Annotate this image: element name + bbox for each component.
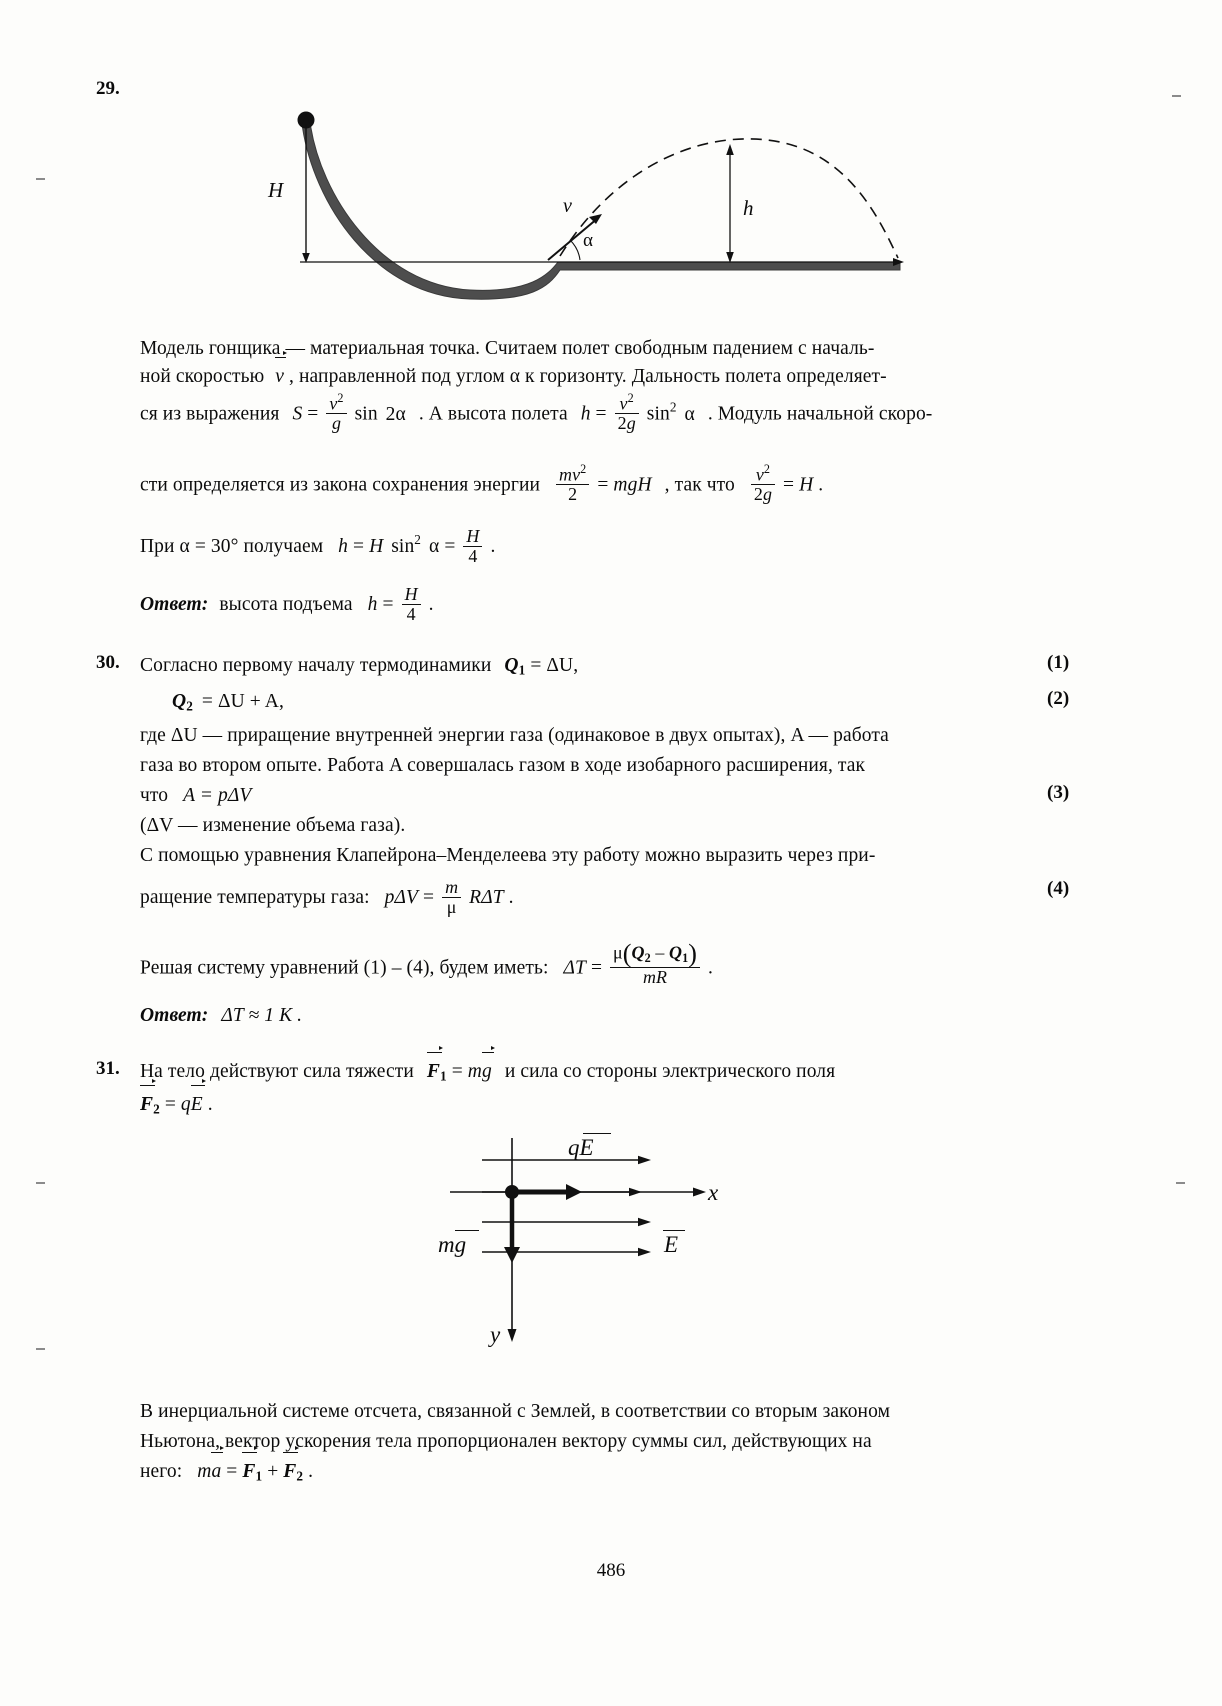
fraction-mv2-over-2: $\frac{mv^2}{2}$	[556, 463, 589, 504]
eq30-2-rhs: = ΔU + A,	[201, 691, 284, 712]
symbol-h: h	[367, 593, 378, 615]
period: .	[490, 535, 496, 557]
equals: =	[352, 535, 370, 557]
text: Модель гонщика — материальная точка. Считаем полет свободным падением с началь-	[140, 338, 875, 359]
figure-label-E-arrowbar	[663, 1230, 685, 1231]
problem-30-line-3	[140, 722, 1110, 750]
figure-label-h: h	[743, 196, 754, 220]
text: , так что	[664, 474, 735, 496]
figure-label-v: v	[563, 195, 572, 217]
eq30-3: A = pΔV	[183, 785, 252, 806]
problem-29-paragraph-line-2	[140, 363, 1120, 391]
vector-g: g	[482, 1058, 492, 1086]
answer-label: Ответ:	[140, 1005, 209, 1026]
equals: =	[590, 957, 608, 979]
text: , направленной под углом α к горизонту. Дальность полета определяет-	[289, 366, 887, 387]
answer-label: Ответ:	[140, 593, 209, 615]
text: что	[140, 785, 169, 806]
equals: =	[444, 535, 461, 557]
symbol-m: m	[467, 1061, 482, 1082]
text: ной скоростью	[140, 366, 265, 387]
fraction-H-over-4: $\frac{H}{4}$	[463, 527, 482, 566]
margin-mark-right-2	[1176, 1182, 1185, 1184]
arg-2alpha: 2α	[385, 403, 406, 425]
equals: =	[164, 1094, 181, 1115]
figure-label-E: E	[664, 1232, 679, 1257]
symbol-S: S	[292, 403, 303, 425]
problem-30-line-5	[140, 782, 1110, 810]
fraction-v2-over-2g: $\frac{v^2}{2g}$	[615, 392, 639, 433]
problem-29-energy-line	[140, 463, 1140, 504]
page-number: 486	[596, 1560, 626, 1581]
text: В инерциальной системе отсчета, связанной с Землей, в соответствии со вторым законом	[140, 1401, 891, 1422]
text: С помощью уравнения Клапейрона–Менделеева эту работу можно выразить через при-	[140, 845, 876, 866]
problem-29-substitution-line: При α = 30° получаем h = H $\sin^2 \alpha$ = $\frac{H}{4}$ .	[140, 526, 496, 566]
problem-30-answer-line	[140, 1002, 1110, 1030]
arg-alpha: α	[684, 403, 695, 425]
symbol-Q1: Q	[504, 655, 519, 676]
problem-30-line-1: Согласно первому началу термодинамики $Q_1 = \Delta U$,	[140, 655, 579, 678]
margin-mark-left-1	[36, 178, 45, 180]
text: . А высота полета	[418, 403, 568, 425]
text: Решая систему уравнений (1) – (4), будем иметь:	[140, 957, 549, 979]
text: ращение температуры газа:	[140, 886, 370, 908]
figure-label-mg-arrowbar	[455, 1230, 479, 1231]
text: газа во втором опыте. Работа A совершалась газом в ходе изобарного расширения, так	[140, 755, 866, 776]
text: сти определяется из закона сохранения энергии	[140, 474, 541, 496]
period: .	[428, 593, 434, 615]
problem-29-answer-line	[140, 585, 1140, 624]
figure-label-qE-arrowbar	[583, 1133, 611, 1134]
symbol-H: H	[799, 474, 814, 496]
problem-30-line-7	[140, 842, 1110, 870]
equation-number-2: (2)	[1047, 688, 1070, 709]
symbol-q: q	[180, 1094, 191, 1115]
fraction-v2-over-g: $\frac{v^2}{g}$	[326, 392, 346, 433]
period: .	[818, 474, 824, 496]
text: При α = 30° получаем	[140, 535, 324, 557]
symbol-m: m	[197, 1461, 212, 1482]
vector-F1-b: F	[242, 1458, 255, 1486]
problem-31-line-2: F $_2$ = qE .	[140, 1091, 1120, 1120]
equation-number-4: (4)	[1047, 878, 1070, 899]
period: .	[308, 1461, 314, 1482]
equals: =	[451, 1061, 468, 1082]
figure-label-x: x	[708, 1180, 719, 1205]
equals: =	[597, 474, 614, 496]
vector-v: v	[275, 363, 284, 391]
margin-mark-right-1	[1172, 95, 1181, 97]
figure-label-mg: mg	[438, 1232, 467, 1257]
problem-30-line-9	[140, 940, 1110, 987]
vector-F2-b: F	[283, 1458, 296, 1486]
text: ся из выражения	[140, 403, 280, 425]
text: (ΔV — изменение объема газа).	[140, 815, 406, 836]
symbol-h: h	[580, 403, 591, 425]
text: Ньютона, вектор ускорения тела пропорционален вектору суммы сил, действующих на	[140, 1431, 872, 1452]
fraction-m-over-mu: $\frac{m}{\mu}$	[442, 878, 461, 917]
text: На тело действуют сила тяжести	[140, 1061, 414, 1082]
text: где ΔU — приращение внутренней энергии газа (одинаковое в двух опытах), A — работа	[140, 725, 889, 746]
problem-30-line-8	[140, 878, 1110, 917]
problem-29-paragraph-line-1	[140, 335, 1100, 363]
period: .	[207, 1094, 213, 1115]
figure-label-H: H	[268, 178, 284, 202]
margin-mark-left-2	[36, 1182, 45, 1184]
problem-30-line-2: $Q_2 = \Delta U + A$,	[172, 691, 284, 714]
vector-F1: F	[427, 1058, 440, 1086]
vector-F2: F	[140, 1091, 153, 1119]
equation-number-1: (1)	[1047, 652, 1070, 673]
plus: +	[267, 1461, 284, 1482]
symbol-H: H	[369, 535, 384, 557]
text: и сила со стороны электрического поля	[504, 1061, 836, 1082]
eq30-1-rhs: = ΔU,	[530, 655, 579, 676]
symbol-Q2: Q	[172, 691, 187, 712]
text: Согласно первому началу термодинамики	[140, 655, 492, 676]
ramp-jump-figure	[268, 100, 920, 315]
equals: =	[423, 886, 440, 908]
problem-number-30: 30.	[96, 652, 120, 673]
problem-number-31: 31.	[96, 1058, 120, 1079]
problem-30-line-4	[140, 752, 1110, 780]
equation-number-3: (3)	[1047, 782, 1070, 803]
equals: =	[382, 593, 399, 615]
sin-operator: sin	[646, 403, 670, 425]
problem-31-line-5: него: ma = F $_1$ + F $_2$ .	[140, 1458, 1120, 1487]
equals: =	[226, 1461, 243, 1482]
problem-number-29: 29.	[96, 78, 120, 99]
figure-label-y: y	[490, 1322, 501, 1347]
symbol-dT: ΔT	[563, 957, 586, 979]
arg-alpha: α	[429, 535, 440, 557]
fraction-dT-expression: $\frac{\mu(Q_2 - Q_1)}{mR}$	[610, 940, 700, 987]
vector-E: E	[191, 1091, 203, 1119]
symbol-RdT: RΔT	[469, 886, 504, 908]
equals: =	[307, 403, 324, 425]
force-diagram-figure	[440, 1130, 770, 1370]
text: . Модуль начальной скоро-	[707, 403, 933, 425]
sin-operator: sin	[391, 535, 415, 557]
problem-29-formula-line: ся из выражения S = $\frac{v^2}{g}$ sin 2α . А высота полета h = $\frac{v^2}{2g}$ $\sin^2 \alpha$ . Модуль начальной скоро-	[140, 391, 933, 434]
figure-label-qE: qE	[568, 1135, 594, 1160]
problem-31-line-1: На тело действуют сила тяжести F $_1$ = mg и сила со стороны электрического поля	[140, 1058, 1120, 1087]
sin-operator: sin	[354, 403, 378, 425]
period: .	[708, 957, 714, 979]
equals: =	[783, 474, 800, 496]
figure-label-alpha: α	[583, 230, 593, 251]
problem-31-line-3	[140, 1398, 1120, 1426]
vector-a: a	[211, 1458, 221, 1486]
symbol-pdV: pΔV	[384, 886, 419, 908]
margin-mark-left-3	[36, 1348, 45, 1350]
fraction-H-over-4-b: $\frac{H}{4}$	[402, 585, 421, 624]
equals: =	[595, 403, 612, 425]
period: .	[508, 886, 514, 908]
text: него:	[140, 1461, 183, 1482]
symbol-mgH: mgH	[613, 474, 652, 496]
text: высота подъема	[219, 593, 353, 615]
symbol-h: h	[338, 535, 348, 557]
problem-30-line-6	[140, 812, 1110, 840]
answer-value: ΔT ≈ 1 К .	[221, 1005, 303, 1026]
fraction-v2-over-2g-b: $\frac{v^2}{2g}$	[751, 463, 775, 504]
